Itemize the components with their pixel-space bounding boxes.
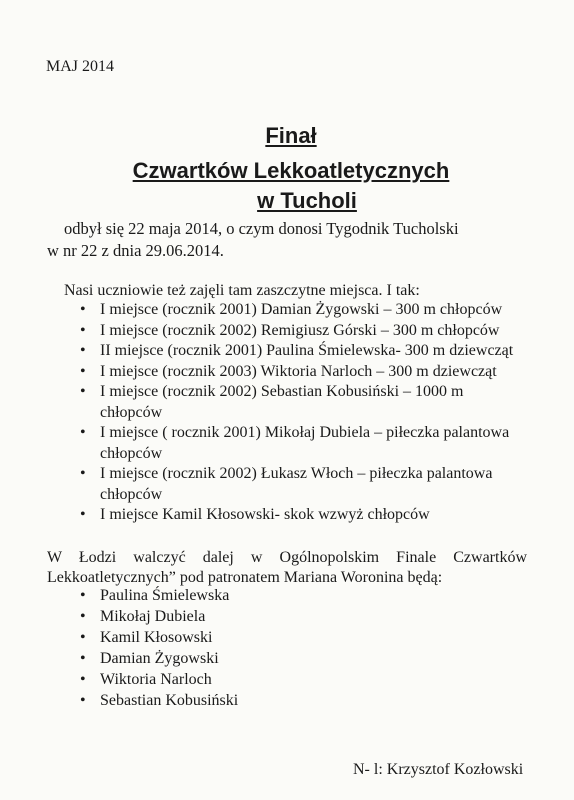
finalist-item: • Sebastian Kobusiński [72, 690, 238, 711]
result-text: I miejsce ( rocznik 2001) Mikołaj Dubiela – piłeczka palantowa [100, 424, 510, 441]
finalist-item: • Paulina Śmielewska [72, 585, 238, 606]
finalist-item: • Wiktoria Narloch [72, 669, 238, 690]
intro-line-1: odbył się 22 maja 2014, o czym donosi Tygodnik Tucholski [64, 219, 459, 238]
results-list [58, 300, 528, 526]
results-lead: Nasi uczniowie też zajęli tam zaszczytne miejsca. I tak: [64, 282, 420, 299]
finalist-item: • Damian Żygowski [72, 648, 238, 669]
result-text: II miejsce (rocznik 2001) Paulina Śmielewska- 300 m dziewcząt [100, 342, 514, 359]
result-text: I miejsce (rocznik 2002) Remigiusz Górski – 300 m chłopców [100, 321, 500, 339]
result-item [58, 423, 528, 464]
result-item [58, 464, 528, 505]
signature: N- l: Krzysztof Kozłowski [353, 761, 524, 778]
result-text: I miejsce (rocznik 2002) Sebastian Kobusiński – 1000 m [100, 383, 464, 400]
result-text: I miejsce (rocznik 2001) Damian Żygowski – 300 m chłopców [100, 301, 503, 318]
result-text-continuation: chłopców [100, 485, 163, 503]
title-line-2: Czwartków Lekkoatletycznych [132, 158, 450, 183]
result-text: I miejsce Kamil Kłosowski- skok wzwyż chłopców [100, 506, 430, 523]
result-text: I miejsce (rocznik 2003) Wiktoria Narloch – 300 m dziewcząt [100, 362, 497, 380]
title-line-3: w Tucholi [257, 188, 357, 213]
closing-line-2: Lekkoatletycznych” pod patronatem Mariana Woronina będą: [47, 569, 443, 586]
finalist-item: • Mikołaj Dubiela [72, 606, 238, 627]
result-item [58, 300, 528, 321]
result-item [58, 321, 528, 342]
finalists-list [72, 585, 238, 711]
closing-line-1: W Łodzi walczyć dalej w Ogólnopolskim Finale Czwartków [47, 549, 527, 566]
finalist-item: • Kamil Kłosowski [72, 627, 238, 648]
result-text-continuation: chłopców [100, 403, 163, 421]
result-item [58, 341, 528, 362]
document-date: MAJ 2014 [46, 58, 115, 75]
result-item [58, 382, 528, 423]
result-item [58, 362, 528, 383]
result-item [58, 505, 528, 526]
result-text-continuation: chłopców [100, 444, 163, 462]
result-text: I miejsce (rocznik 2002) Łukasz Włoch – piłeczka palantowa [100, 465, 493, 482]
intro-paragraph [47, 218, 527, 262]
closing-paragraph [47, 548, 527, 588]
intro-line-2: w nr 22 z dnia 29.06.2014. [47, 241, 224, 260]
title-line-1: Finał [265, 123, 317, 148]
